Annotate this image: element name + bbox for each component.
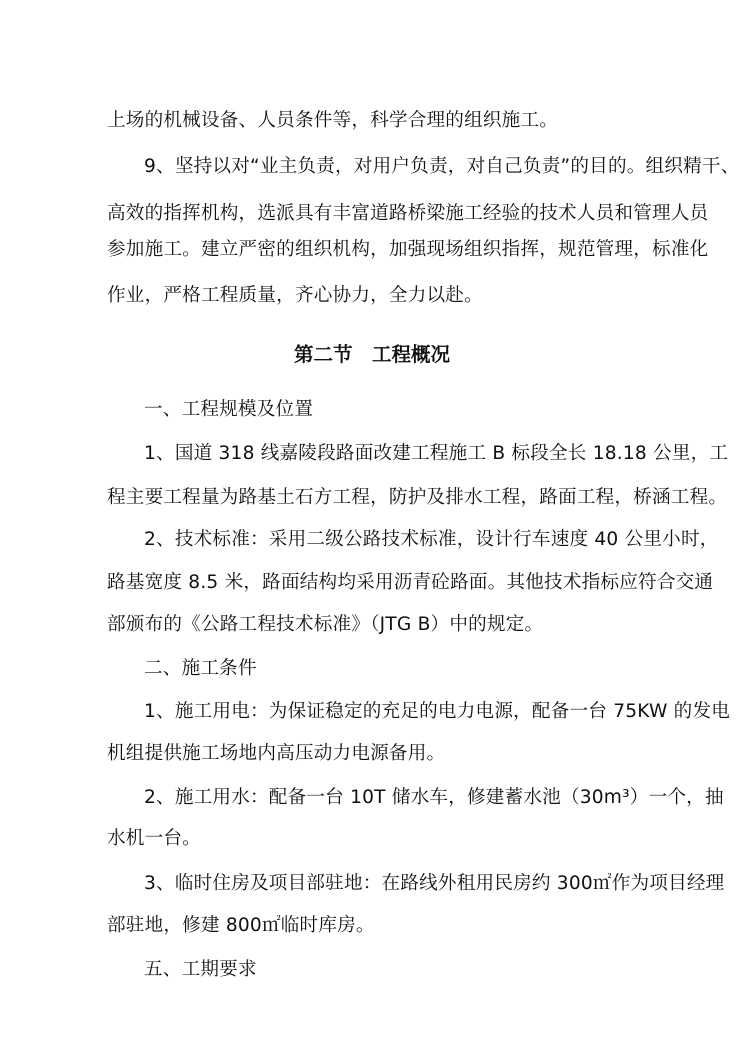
- paragraph-9-line-4: 作业，严格工程质量，齐心协力，全力以赴。: [107, 285, 483, 306]
- paragraph-line: 上场的机械设备、人员条件等，科学合理的组织施工。: [107, 110, 559, 131]
- paragraph-scale-2-line-3: 部颁布的《公路工程技术标准》（JTG B）中的规定。: [107, 614, 544, 635]
- heading-construction-conditions: 二、施工条件: [144, 658, 257, 679]
- paragraph-9-line-1: 9、坚持以对“业主负责，对用户负责，对自己负责”的目的。组织精干、: [144, 156, 740, 177]
- paragraph-9-line-2: 高效的指挥机构，选派具有丰富道路桥梁施工经验的技术人员和管理人员: [107, 203, 709, 224]
- paragraph-water-line-1: 2、施工用水：配备一台 10T 储水车，修建蓄水池（30m³）一个，抽: [144, 787, 724, 808]
- section-title: 第二节 工程概况: [293, 343, 450, 366]
- paragraph-scale-1-line-2: 程主要工程量为路基土石方工程，防护及排水工程，路面工程，桥涵工程。: [107, 487, 728, 508]
- paragraph-water-line-2: 水机一台。: [107, 828, 201, 849]
- heading-schedule: 五、工期要求: [144, 959, 257, 980]
- paragraph-scale-2-line-1: 2、技术标准：采用二级公路技术标准，设计行车速度 40 公里小时，: [144, 529, 719, 550]
- paragraph-power-line-1: 1、施工用电：为保证稳定的充足的电力电源，配备一台 75KW 的发电: [144, 701, 731, 722]
- heading-scale-location: 一、工程规模及位置: [144, 399, 314, 420]
- paragraph-9-line-3: 参加施工。建立严密的组织机构，加强现场组织指挥，规范管理，标准化: [107, 239, 709, 260]
- paragraph-power-line-2: 机组提供施工场地内高压动力电源备用。: [107, 743, 446, 764]
- paragraph-scale-2-line-2: 路基宽度 8.5 米，路面结构均采用沥青砼路面。其他技术指标应符合交通: [107, 572, 714, 593]
- paragraph-housing-line-1: 3、临时住房及项目部驻地：在路线外租用民房约 300㎡作为项目经理: [144, 873, 725, 894]
- paragraph-housing-line-2: 部驻地，修建 800㎡临时库房。: [107, 915, 375, 936]
- paragraph-scale-1-line-1: 1、国道 318 线嘉陵段路面改建工程施工 B 标段全长 18.18 公里，工: [144, 443, 729, 464]
